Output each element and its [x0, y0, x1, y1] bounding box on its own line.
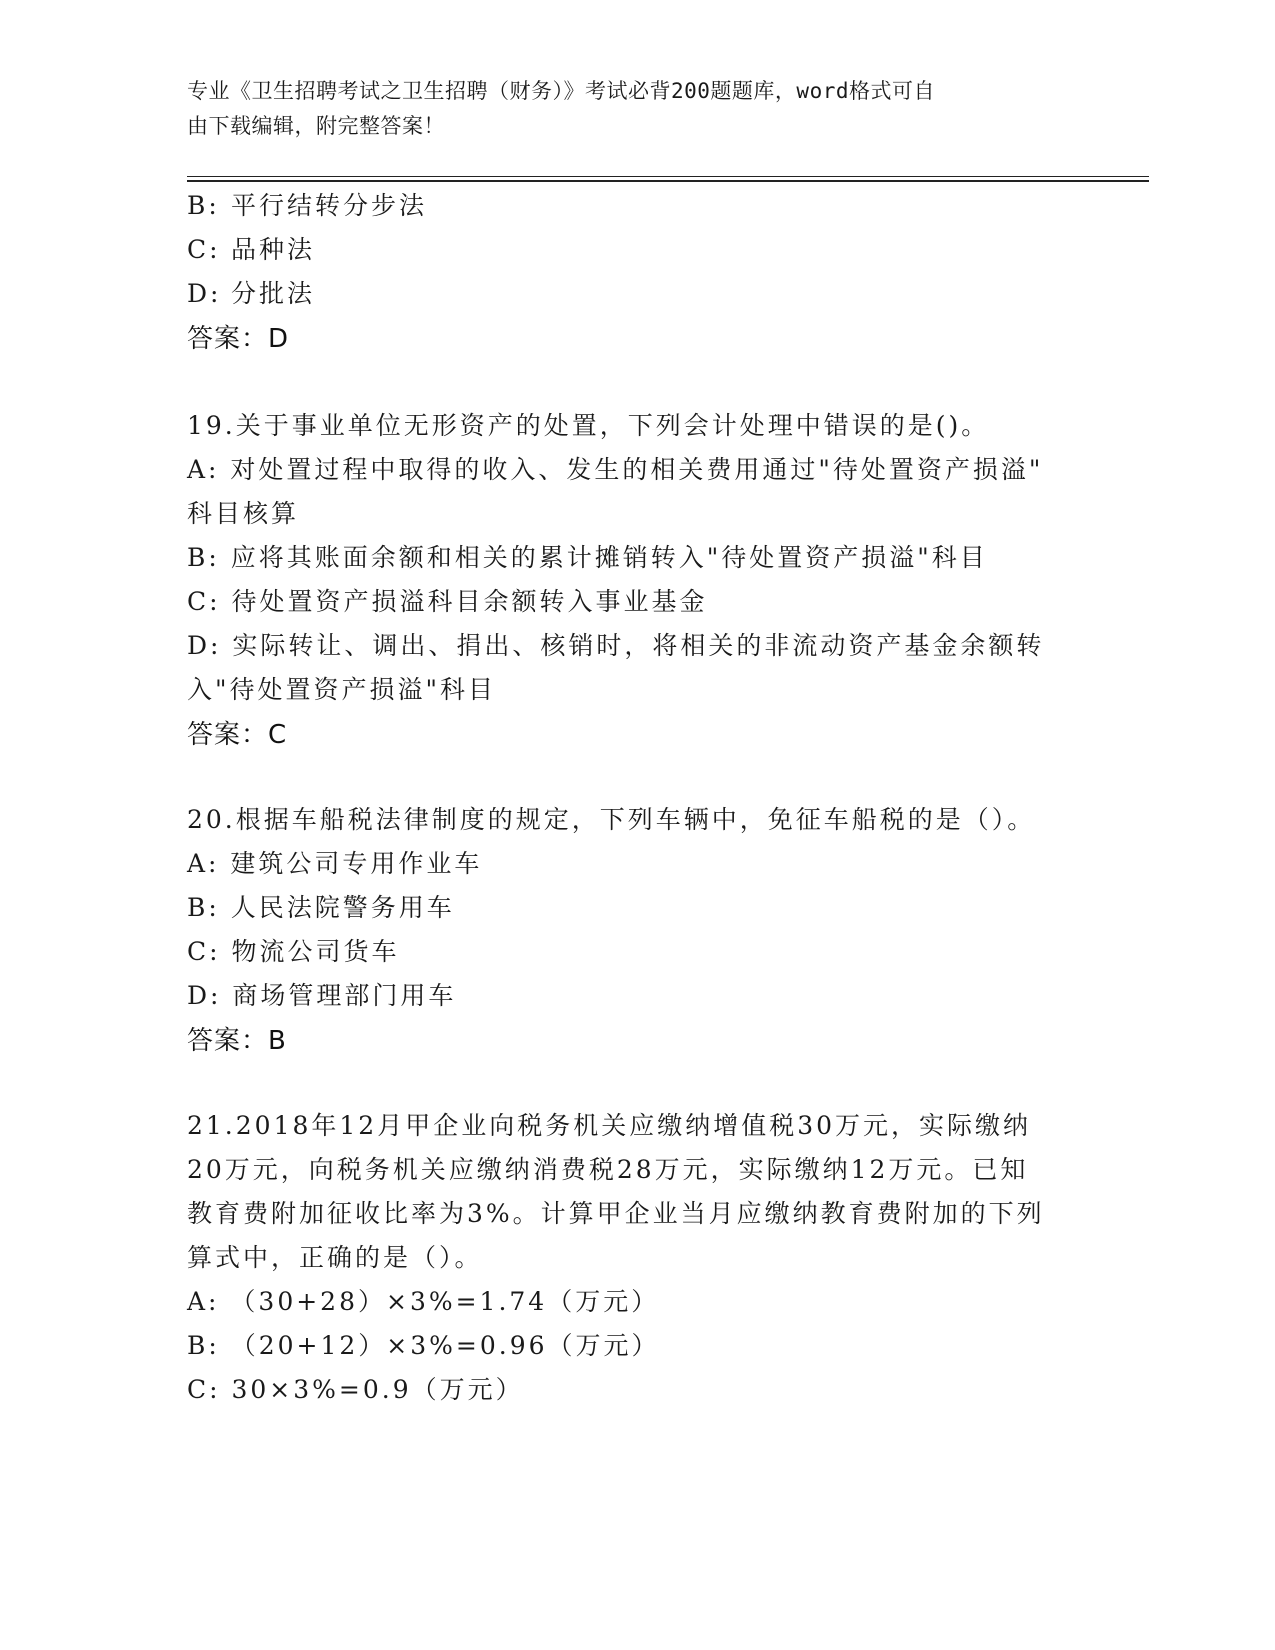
q21-question-line3: 教育费附加征收比率为3%。计算甲企业当月应缴纳教育费附加的下列 — [187, 1199, 1045, 1228]
q19-option-d-line1: D: 实际转让、调出、捐出、核销时，将相关的非流动资产基金余额转 — [187, 631, 1045, 660]
q19-option-b: B: 应将其账面余额和相关的累计摊销转入"待处置资产损溢"科目 — [187, 543, 988, 572]
option-prefix: B: — [187, 191, 220, 220]
page-header — [187, 74, 1067, 144]
option-text: 平行结转分步法 — [231, 191, 428, 220]
header-line-1: 专业《卫生招聘考试之卫生招聘（财务）》考试必背200题题库，word格式可自 — [187, 79, 935, 103]
q19-option-d-line2: 入"待处置资产损溢"科目 — [187, 675, 496, 704]
header-divider-thick — [187, 180, 1149, 182]
q19-question: 19.关于事业单位无形资产的处置，下列会计处理中错误的是()。 — [187, 411, 990, 440]
q19-option-c: C: 待处置资产损溢科目余额转入事业基金 — [187, 587, 708, 616]
q21-option-c: C: 30×3%=0.9（万元） — [187, 1375, 524, 1404]
header-line-2: 由下载编辑，附完整答案！ — [187, 114, 445, 138]
q20-answer: 答案：B — [187, 1026, 287, 1056]
q18-option-d — [187, 274, 315, 310]
q19-option-a-line1: A: 对处置过程中取得的收入、发生的相关费用通过"待处置资产损溢" — [187, 455, 1044, 484]
q20-option-a: A: 建筑公司专用作业车 — [187, 849, 483, 878]
header-divider-thin — [187, 176, 1149, 177]
q21-question-line4: 算式中，正确的是（）。 — [187, 1243, 483, 1272]
option-text: 品种法 — [231, 235, 316, 264]
q21-question-line1: 21.2018年12月甲企业向税务机关应缴纳增值税30万元，实际缴纳 — [187, 1111, 1032, 1140]
option-text: 分批法 — [231, 279, 316, 308]
q18-answer: 答案：D — [187, 324, 290, 354]
q18-option-c — [187, 230, 315, 266]
q21-question-line2: 20万元，向税务机关应缴纳消费税28万元，实际缴纳12万元。已知 — [187, 1155, 1029, 1184]
option-prefix: C: — [187, 235, 221, 264]
q18-option-b — [187, 186, 427, 222]
option-prefix: D: — [187, 279, 222, 308]
q20-option-d: D: 商场管理部门用车 — [187, 981, 457, 1010]
q21-option-a: A: （30+28）×3%=1.74（万元） — [187, 1287, 660, 1316]
q20-option-b: B: 人民法院警务用车 — [187, 893, 455, 922]
q19-answer: 答案：C — [187, 720, 288, 750]
q20-question: 20.根据车船税法律制度的规定，下列车辆中，免征车船税的是（）。 — [187, 805, 1036, 834]
q19-option-a-line2: 科目核算 — [187, 499, 300, 528]
q20-option-c: C: 物流公司货车 — [187, 937, 400, 966]
q21-option-b: B: （20+12）×3%=0.96（万元） — [187, 1331, 660, 1360]
